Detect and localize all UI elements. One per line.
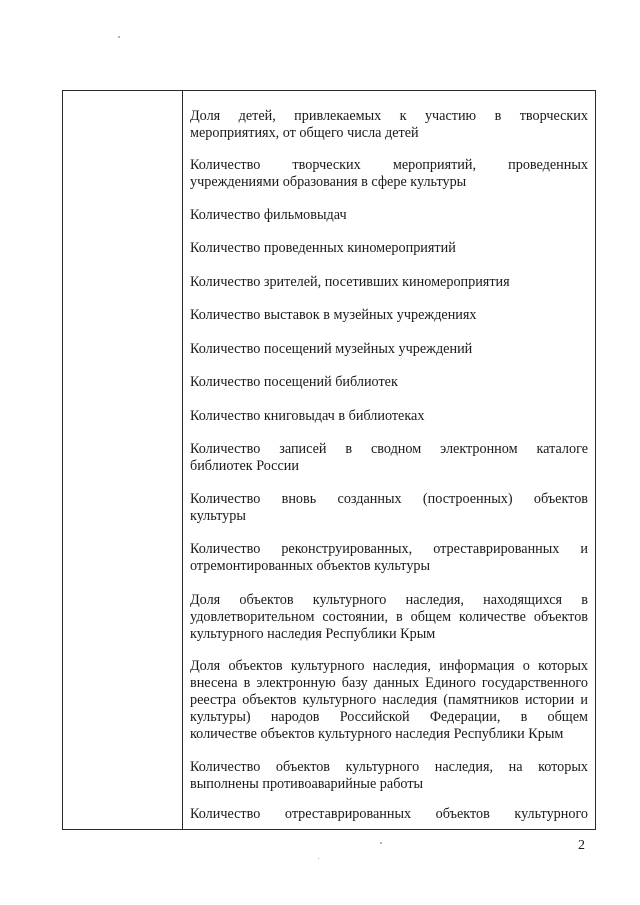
indicator-line: Количество реконструированных, отреставрированных и bbox=[190, 541, 588, 557]
indicator-line: культуры bbox=[190, 508, 246, 524]
scan-speck bbox=[118, 36, 120, 38]
scan-speck bbox=[318, 858, 319, 859]
indicator-line: Доля детей, привлекаемых к участию в творческих bbox=[190, 108, 588, 124]
indicator-line: Доля объектов культурного наследия, находящихся в bbox=[190, 592, 588, 608]
indicator-line: культурного наследия Республики Крым bbox=[190, 626, 436, 642]
table-row bbox=[190, 374, 588, 391]
table-row bbox=[190, 658, 588, 743]
indicator-line: Количество зрителей, посетивших киномероприятия bbox=[190, 274, 510, 290]
table-row-truncated: Количество отреставрированных объектов культурного bbox=[190, 806, 588, 822]
table-row bbox=[190, 108, 588, 142]
table-row bbox=[190, 592, 588, 643]
table-row bbox=[190, 408, 588, 425]
indicator-line: удовлетворительном состоянии, в общем количестве объектов bbox=[190, 609, 588, 625]
table-row bbox=[190, 441, 588, 475]
table-row bbox=[190, 157, 588, 191]
table-row bbox=[190, 207, 588, 224]
indicator-line: Количество записей в сводном электронном каталоге bbox=[190, 441, 588, 457]
indicator-line: Количество посещений музейных учреждений bbox=[190, 341, 473, 357]
indicator-line: внесена в электронную базу данных Единого государственного bbox=[190, 675, 588, 691]
indicator-line: Количество книговыдач в библиотеках bbox=[190, 408, 425, 424]
indicator-line: количестве объектов культурного наследия Республики Крым bbox=[190, 726, 564, 742]
indicator-line: Количество вновь созданных (построенных) объектов bbox=[190, 491, 588, 507]
indicator-line: культуры) народов Российской Федерации, в общем bbox=[190, 709, 588, 725]
indicator-line: Количество объектов культурного наследия, на которых bbox=[190, 759, 588, 775]
indicator-line: учреждениями образования в сфере культуры bbox=[190, 174, 467, 190]
table-row bbox=[190, 491, 588, 525]
table-column-divider bbox=[182, 90, 183, 830]
table-row bbox=[190, 240, 588, 257]
indicator-line: Доля объектов культурного наследия, информация о которых bbox=[190, 658, 588, 674]
table-row bbox=[190, 307, 588, 324]
scan-speck bbox=[380, 842, 382, 844]
indicator-line: Количество проведенных киномероприятий bbox=[190, 240, 456, 256]
indicator-line: мероприятиях, от общего числа детей bbox=[190, 125, 419, 141]
table-row bbox=[190, 274, 588, 291]
indicator-line: отремонтированных объектов культуры bbox=[190, 558, 431, 574]
indicator-line: Количество фильмовыдач bbox=[190, 207, 347, 223]
indicator-line: библиотек России bbox=[190, 458, 299, 474]
table-row bbox=[190, 759, 588, 793]
table-row bbox=[190, 341, 588, 358]
indicator-line: Количество выставок в музейных учреждениях bbox=[190, 307, 477, 323]
page-number: 2 bbox=[578, 838, 585, 853]
indicator-line: Количество посещений библиотек bbox=[190, 374, 398, 390]
indicator-line: реестра объектов культурного наследия (памятников истории и bbox=[190, 692, 588, 708]
indicator-line: Количество творческих мероприятий, проведенных bbox=[190, 157, 588, 173]
table-row bbox=[190, 541, 588, 575]
indicator-line: выполнены противоаварийные работы bbox=[190, 776, 424, 792]
